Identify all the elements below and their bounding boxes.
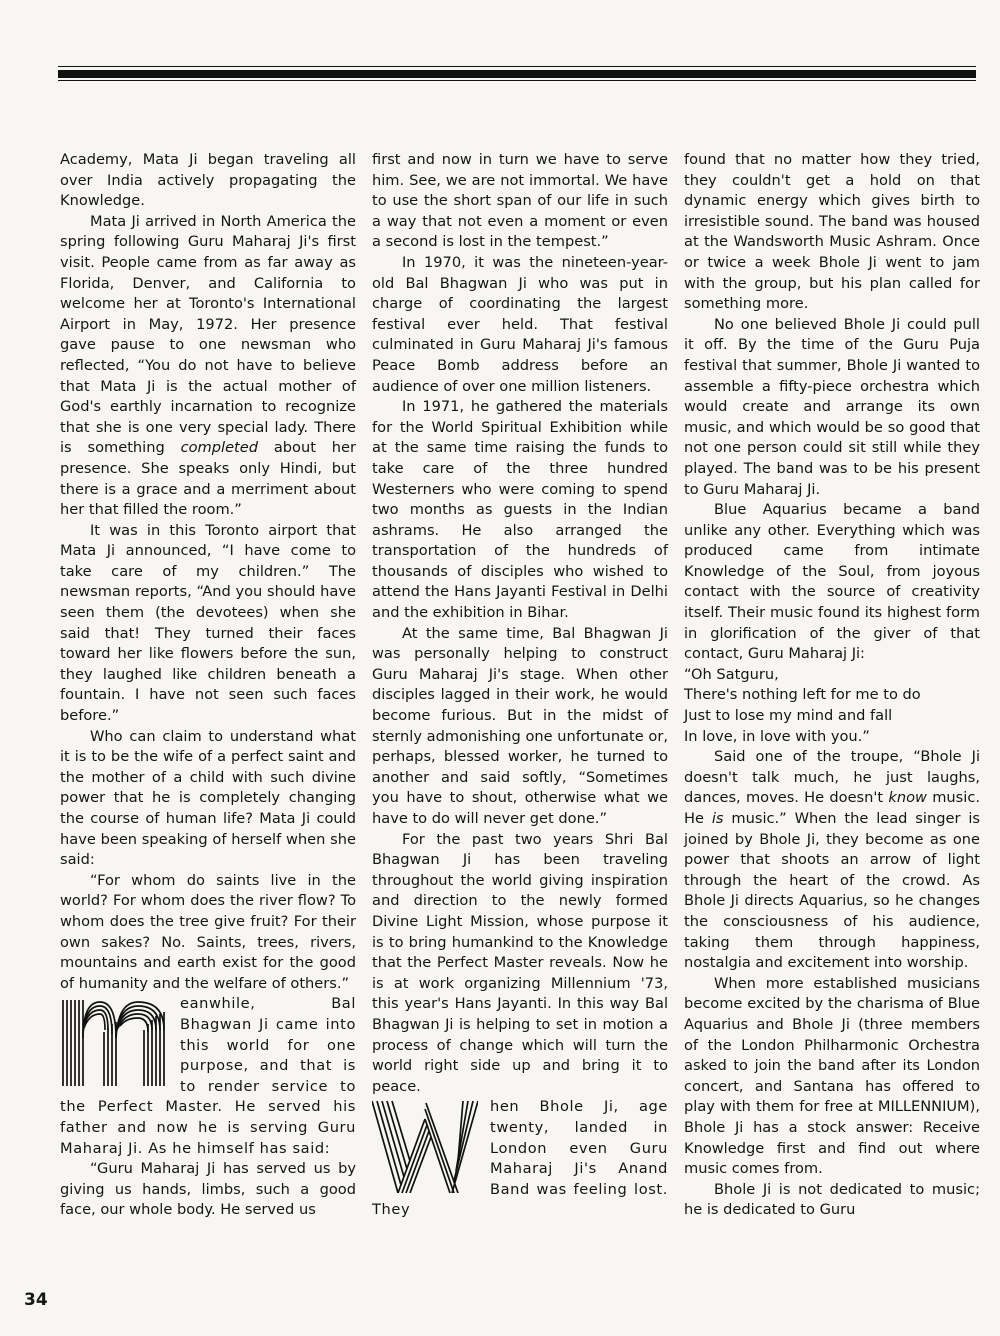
article-column-3 [684,150,980,1221]
paragraph: For the past two years Shri Bal Bhagwan Ji has been traveling throughout the world giving inspiration and direction to the newly formed Divine Light Mission, whose purpose it is to bring humankind to the Knowledge that the Perfect Master reveals. Now he is at work organizing Millennium '73, this year's Hans Jayanti. In this way Bal Bhagwan Ji is helping to set in motion a process of change which will turn the world right side up and bring it to peace. [372,830,668,1095]
paragraph: When more established musicians become excited by the charisma of Blue Aquarius and Bhole Ji (three members of the London Philharmonic Orchestra asked to join the band after its London concert, and Santana has offered to play with them for free at MILLENNIUM), Bhole Ji has a stock answer: Receive Knowledge first and find out where music comes from. [684,974,980,1178]
verse-line: There's nothing left for me to do [684,686,921,704]
top-rule [58,66,976,82]
page-number: 34 [24,1290,48,1310]
dropcap-m [60,1000,170,1086]
paragraph: hen Bhole Ji, age twenty, landed in London even Guru Maharaj Ji's Anand Band was feeling lost. They [372,1098,668,1219]
paragraph: Said one of the troupe, “Bhole Ji doesn't talk much, he just laughs, dances, moves. He doesn't know music. He is music.” When the lead singer is joined by Bhole Ji, they become as one power that shoots an arrow of light through the heart of the crowd. As Bhole Ji directs Aquarius, so he changes the consciousness of his audience, taking them through happiness, nostalgia and excitement into worship. [684,748,981,972]
quote-paragraph: “Guru Maharaj Ji has served us by giving us hands, limbs, such a good face, our whole body. He served us [60,1160,356,1219]
paragraph: In 1970, it was the nineteen-year-old Bal Bhagwan Ji who was put in charge of coordinating the largest festival ever held. That festival culminated in Guru Maharaj Ji's famous Peace Bomb address before an audience of over one million listeners. [372,253,668,395]
paragraph: Bhole Ji is not dedicated to music; he is dedicated to Guru [684,1180,980,1219]
quote-paragraph: “For whom do saints live in the world? For whom does the river flow? To whom does the tree give fruit? For their own sakes? No. Saints, trees, rivers, mountains and earth exist for the good of humanity and the welfare of others.” [60,871,356,992]
top-rule-thick [58,70,976,78]
article-column-1 [60,150,356,1221]
dropcap-w [372,1101,478,1193]
paragraph: eanwhile, Bal Bhagwan Ji came into this world for one purpose, and that is to render service to the Perfect Master. He served his father and now he is serving Guru Maharaj Ji. As he himself has said: [60,995,356,1157]
article-column-2 [372,150,668,1221]
paragraph: Who can claim to understand what it is to be the wife of a perfect saint and the mother of a child with such divine power that he is completely changing the course of human life? Mata Ji could have been speaking of herself when she said: [60,727,356,869]
verse-line: Just to lose my mind and fall [684,707,893,725]
paragraph: In 1971, he gathered the materials for the World Spiritual Exhibition while at the same time raising the funds to take care of the three hundred Westerners who were coming to spend two months as guests in the Indian ashrams. He also arranged the transportation of the hundreds of thousands of disciples who wished to attend the Hans Jayanti Festival in Delhi and the exhibition in Bihar. [372,398,668,622]
top-rule-thin-lower [58,80,976,81]
paragraph: Mata Ji arrived in North America the spring following Guru Maharaj Ji's first visit. People came from as far away as Florida, Denver, and California to welcome her at Toronto's International Airport in May, 1972. Her presence gave pause to one newsman who reflected, “You do not have to believe that Mata Ji is the actual mother of God's earthly incarnation to recognize that she is one very special lady. There is something completed about her presence. She speaks only Hindi, but there is a grace and a merriment about her that filled the room.” [60,212,357,519]
verse-line: “Oh Satguru, [684,665,779,683]
paragraph: Academy, Mata Ji began traveling all over India actively propagating the Knowledge. [60,151,356,210]
verse-line: In love, in love with you.” [684,727,870,745]
paragraph: first and now in turn we have to serve him. See, we are not immortal. We have to use the short span of our life in such a way that not even a moment or even a second is lost in the tempest.” [372,151,668,251]
top-rule-thin-upper [58,66,976,67]
paragraph: At the same time, Bal Bhagwan Ji was personally helping to construct Guru Maharaj Ji's stage. When other disciples lagged in their work, he would become furious. But in the midst of sternly admonishing one unfortunate or, perhaps, blessed worker, he turned to another and said softly, “Sometimes you have to shout, otherwise what we have to do will never get done.” [372,624,668,827]
paragraph: found that no matter how they tried, they couldn't get a hold on that dynamic energy which gives birth to irresistible sound. The band was housed at the Wandsworth Music Ashram. Once or twice a week Bhole Ji went to jam with the group, but his plan called for something more. [684,151,980,313]
paragraph: Blue Aquarius became a band unlike any other. Everything which was produced came from intimate Knowledge of the Soul, from joyous contact with the source of creativity itself. Their music found its highest form in glorification of the giver of that contact, Guru Maharaj Ji: [684,501,980,663]
paragraph: It was in this Toronto airport that Mata Ji announced, “I have come to take care of my children.” The newsman reports, “And you should have seen them (the devotees) when she said that! They turned their faces toward her like flowers before the sun, they laughed like children beneath a fountain. I have not seen such faces before.” [60,521,356,725]
paragraph: No one believed Bhole Ji could pull it off. By the time of the Guru Puja festival that summer, Bhole Ji wanted to assemble a fifty-piece orchestra which would create and arrange its own music, and which would be so good that not one person could sit still while they played. The band was to be his present to Guru Maharaj Ji. [684,315,980,498]
